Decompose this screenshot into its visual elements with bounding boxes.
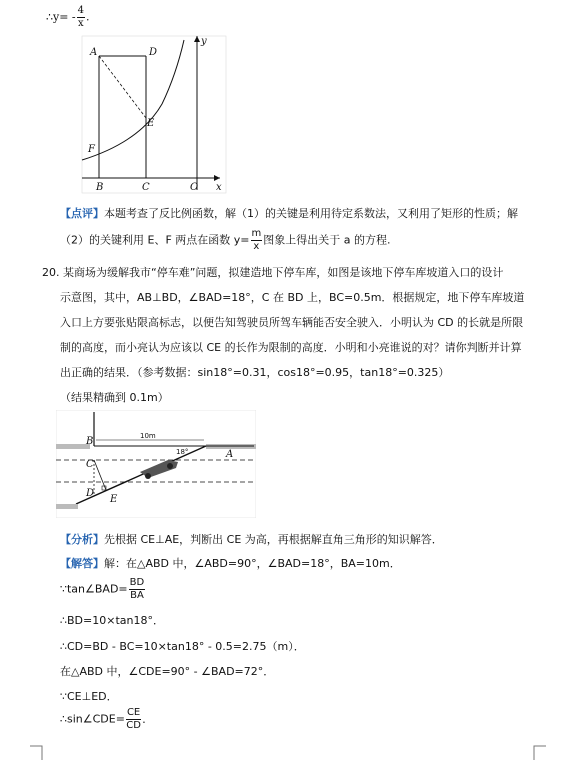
label-O: O (190, 182, 199, 193)
solution-tan-line: ∵tan∠BAD= $\frac{BD}{BA}$ (60, 577, 145, 601)
label-F: F (88, 144, 95, 155)
analysis-tag: 【分析】 (60, 533, 104, 546)
label-D: D (149, 47, 158, 58)
comment-tag: 【点评】 (60, 207, 104, 220)
tan-fraction: $\frac{BD}{BA}$ (129, 577, 145, 601)
label-B2: B (86, 436, 94, 447)
label-y: y (201, 36, 207, 47)
analysis-line: 【分析】先根据 CE⊥AE，判断出 CE 为高，再根据解直角三角形的知识解答． (60, 533, 443, 546)
problem-line-3: 入口上方要张贴限高标志，以便告知驾驶员所驾车辆能否安全驶入．小明认为 CD 的长就是所限 (60, 316, 524, 329)
problem-line-2: 示意图，其中，AB⊥BD，∠BAD=18°，C 在 BD 上，BC=0.5m．根据规定，地下停车库坡道 (60, 291, 525, 304)
eq-fraction: $\frac{4}{x}$ (77, 5, 85, 29)
solution-line-4: ∴CD=BD - BC=10×tan18° - 0.5=2.75（m）． (60, 640, 305, 653)
label-E2: E (110, 494, 118, 505)
parking-ramp-figure (56, 410, 256, 518)
problem-line-1: 20. 某商场为缓解我市“停车难”问题，拟建造地下停车库，如图是该地下停车库坡道入口的设计 (42, 266, 504, 279)
label-B: B (96, 182, 104, 193)
comment-line-1: 【点评】本题考查了反比例函数，解（1）的关键是利用待定系数法，又利用了矩形的性质；解 (60, 207, 518, 220)
solution-line-5: 在△ABD 中，∠CDE=90° - ∠BAD=72°． (60, 665, 275, 678)
problem-precision: （结果精确到 0.1m） (60, 391, 169, 404)
label-x: x (216, 182, 222, 193)
label-E: E (147, 118, 155, 129)
corner-mark-left (30, 744, 50, 764)
solution-line-3: ∴BD=10×tan18°． (60, 614, 164, 627)
problem-line-5: 出正确的结果．（参考数据：sin18°=0.31，cos18°=0.95，tan18°=0.325） (60, 366, 450, 379)
solution-line-6: ∵CE⊥ED． (60, 690, 118, 703)
top-equation: ∴y= - $\frac{4}{x}$ . (46, 5, 90, 29)
label-C: C (142, 182, 150, 193)
corner-mark-right (528, 744, 548, 764)
solution-sin-line: ∴sin∠CDE= $\frac{CE}{CD}$ ． (60, 707, 154, 731)
problem-number: 20. (42, 266, 60, 279)
label-D2: D (86, 488, 95, 499)
problem-line-4: 制的高度，而小亮认为应该以 CE 的长作为限制的高度．小明和小亮谁说的对？请你判断并计算 (60, 341, 522, 354)
comment-fraction: $\frac{m}{x}$ (251, 228, 262, 252)
sin-fraction: $\frac{CE}{CD}$ (126, 707, 141, 731)
comment-line-2: （2）的关键利用 E、F 两点在函数 y= $\frac{m}{x}$ 图象上得出关于 a 的方程. (60, 228, 391, 252)
length-label: 10m (140, 432, 156, 440)
label-C2: C (86, 459, 94, 470)
solution-line-1: 【解答】解：在△ABD 中，∠ABD=90°，∠BAD=18°，BA=10m． (60, 557, 401, 570)
eq-prefix: ∴y= - (46, 10, 76, 24)
solution-tag: 【解答】 (60, 557, 104, 570)
label-A: A (90, 47, 98, 58)
label-A2: A (226, 449, 234, 460)
angle-label: 18° (176, 448, 189, 456)
hyperbola-rectangle-figure (80, 30, 230, 195)
